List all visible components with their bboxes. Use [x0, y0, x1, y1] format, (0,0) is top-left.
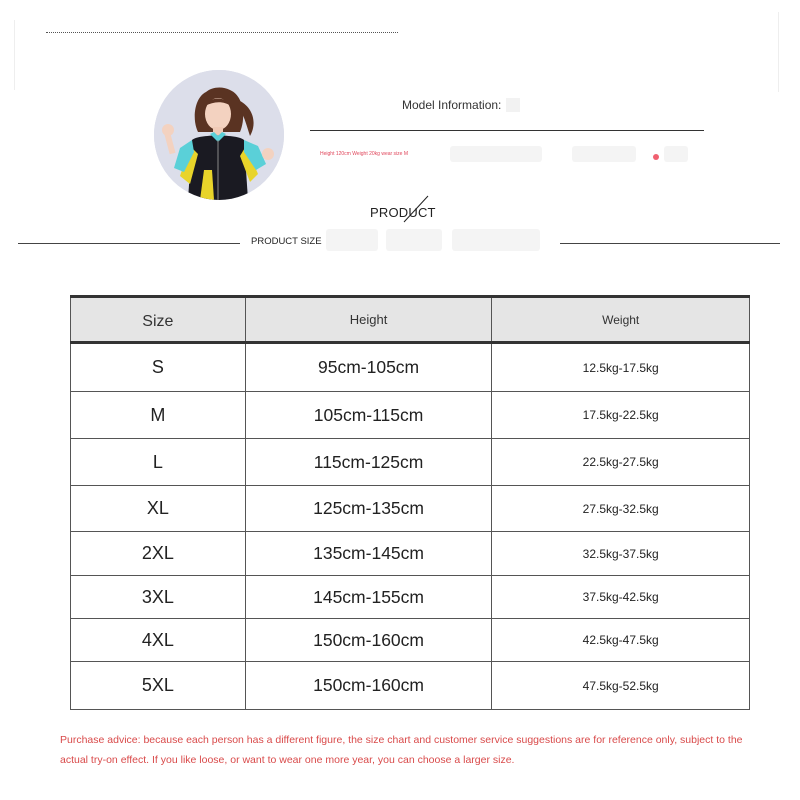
model-photo — [154, 70, 284, 200]
size-chart-table — [70, 295, 750, 710]
height-cell: 145cm-155cm — [245, 576, 492, 619]
height-cell: 95cm-105cm — [245, 343, 492, 392]
blurred-area — [664, 146, 688, 162]
height-cell: 150cm-160cm — [245, 662, 492, 710]
left-edge-mark — [14, 20, 15, 90]
right-edge-mark — [778, 12, 779, 92]
table-row — [71, 486, 750, 532]
model-information-title: Model Information: — [402, 98, 502, 112]
product-title: PRODUCT — [370, 205, 436, 220]
model-photo-illustration — [154, 70, 284, 200]
table-header-row — [71, 297, 750, 343]
weight-cell: 17.5kg-22.5kg — [492, 392, 750, 439]
height-cell: 125cm-135cm — [245, 486, 492, 532]
height-cell: 150cm-160cm — [245, 619, 492, 662]
blurred-area — [506, 98, 520, 112]
weight-cell: 27.5kg-32.5kg — [492, 486, 750, 532]
weight-cell: 32.5kg-37.5kg — [492, 532, 750, 576]
product-size-rule-right — [560, 243, 780, 244]
table-row — [71, 343, 750, 392]
blurred-area — [326, 229, 378, 251]
weight-cell: 37.5kg-42.5kg — [492, 576, 750, 619]
blurred-area — [386, 229, 442, 251]
table-row — [71, 439, 750, 486]
weight-cell: 42.5kg-47.5kg — [492, 619, 750, 662]
table-row — [71, 532, 750, 576]
size-cell: XL — [71, 486, 246, 532]
blurred-area — [572, 146, 636, 162]
blurred-area — [452, 229, 540, 251]
height-cell: 115cm-125cm — [245, 439, 492, 486]
size-cell: S — [71, 343, 246, 392]
size-cell: 2XL — [71, 532, 246, 576]
table-row — [71, 576, 750, 619]
size-cell: L — [71, 439, 246, 486]
model-details-text: Height 120cm Weight 20kg wear size M — [320, 151, 409, 157]
size-cell: 3XL — [71, 576, 246, 619]
weight-cell: 22.5kg-27.5kg — [492, 439, 750, 486]
size-cell: 4XL — [71, 619, 246, 662]
weight-header: Weight — [492, 297, 750, 343]
product-size-rule-left — [18, 243, 240, 244]
height-cell: 105cm-115cm — [245, 392, 492, 439]
model-divider — [310, 130, 704, 131]
height-cell: 135cm-145cm — [245, 532, 492, 576]
product-size-label: PRODUCT SIZE — [251, 236, 322, 247]
size-cell: M — [71, 392, 246, 439]
pink-dot — [653, 154, 659, 160]
purchase-advice-text: Purchase advice: because each person has a different figure, the size chart and customer service suggestions are for reference only, subject to the actual try-on effect. If you like loose, or want to wear one more year, you can choose a larger size. — [60, 734, 743, 766]
top-dotted-rule — [46, 32, 398, 33]
size-cell: 5XL — [71, 662, 246, 710]
weight-cell: 47.5kg-52.5kg — [492, 662, 750, 710]
table-row — [71, 662, 750, 710]
size-header: Size — [71, 297, 246, 343]
weight-cell: 12.5kg-17.5kg — [492, 343, 750, 392]
height-header: Height — [245, 297, 492, 343]
table-row — [71, 619, 750, 662]
slash-mark-icon — [398, 192, 438, 226]
table-row — [71, 392, 750, 439]
blurred-area — [450, 146, 542, 162]
